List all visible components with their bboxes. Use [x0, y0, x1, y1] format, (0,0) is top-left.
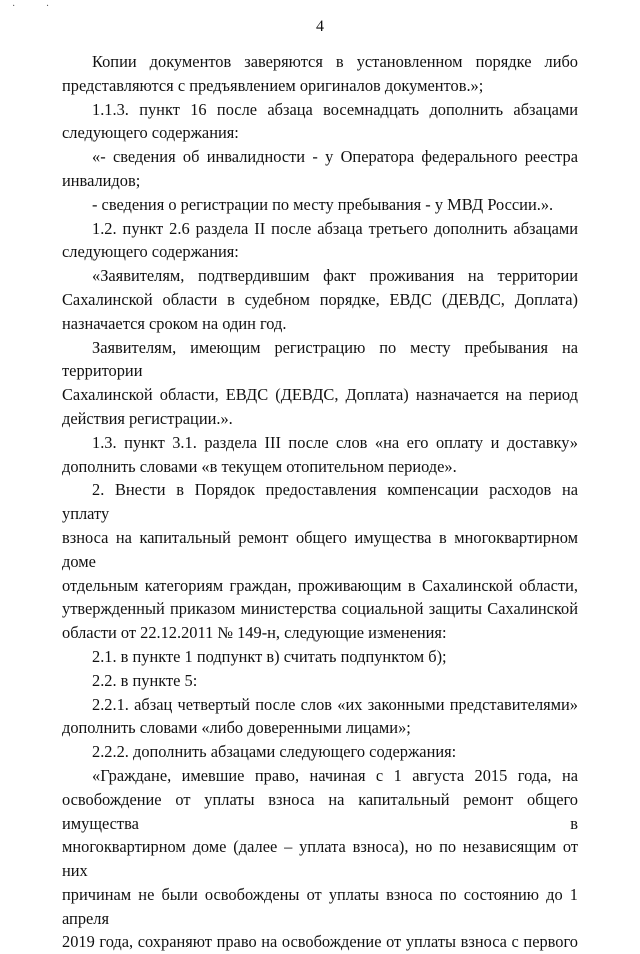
paragraph-line: инвалидов; — [62, 170, 141, 190]
paragraph-line: «Заявителям, подтвердившим факт проживания на территории — [92, 266, 578, 286]
paragraph-line: области от 22.12.2011 № 149-н, следующие изменения: — [62, 623, 447, 643]
paragraph-line: Сахалинской области, ЕВДС (ДЕВДС, Доплата) назначается на период — [62, 385, 578, 405]
paragraph-p7 — [62, 336, 578, 431]
paragraph-p12 — [62, 693, 578, 741]
paragraph-line: взноса на капитальный ремонт общего имущества в многоквартирном доме — [62, 527, 578, 571]
paragraph-line: дополнить словами «в текущем отопительном периоде». — [62, 456, 457, 476]
paragraph-line: отдельным категориям граждан, проживающим в Сахалинской области, — [62, 575, 578, 595]
paragraph-p3 — [62, 145, 578, 193]
page-number: 4 — [316, 18, 324, 35]
paragraph-p2 — [62, 98, 578, 146]
paragraph-line: многоквартирном доме (далее – уплата взноса), но по независящим от них — [62, 837, 578, 881]
paragraph-p1 — [62, 50, 578, 98]
scan-marks: · · — [12, 1, 64, 12]
paragraph-line: 2.2.1. абзац четвертый после слов «их законными представителями» — [92, 694, 578, 714]
paragraph-p11 — [62, 669, 578, 693]
paragraph-line: назначается сроком на один год. — [62, 313, 287, 333]
paragraph-line: 2.2.2. дополнить абзацами следующего содержания: — [92, 742, 457, 762]
paragraph-line: 1.1.3. пункт 16 после абзаца восемнадцать дополнить абзацами — [92, 99, 578, 119]
paragraph-line: 1.2. пункт 2.6 раздела II после абзаца третьего дополнить абзацами — [92, 218, 578, 238]
paragraph-line: «Граждане, имевшие право, начиная с 1 августа 2015 года, на — [92, 765, 578, 785]
document-body — [62, 50, 578, 954]
paragraph-line: представляются с предъявлением оригиналов документов.»; — [62, 75, 484, 95]
paragraph-line: «- сведения об инвалидности - у Оператора федерального реестра — [92, 147, 578, 167]
paragraph-p4 — [62, 193, 578, 217]
paragraph-line: - сведения о регистрации по месту пребывания - у МВД России.». — [92, 194, 554, 214]
paragraph-line: 2.2. в пункте 5: — [92, 670, 198, 690]
paragraph-line: 1.3. пункт 3.1. раздела III после слов «на его оплату и доставку» — [92, 432, 578, 452]
paragraph-line: освобождение от уплаты взноса на капитальный ремонт общего имущества в — [62, 789, 578, 833]
paragraph-line: причинам не были освобождены от уплаты взноса по состоянию до 1 апреля — [62, 884, 578, 928]
paragraph-line: Копии документов заверяются в установленном порядке либо — [92, 52, 578, 71]
paragraph-line: следующего содержания: — [62, 123, 239, 143]
paragraph-line: 2. Внести в Порядок предоставления компенсации расходов на уплату — [62, 480, 578, 524]
paragraph-line: Сахалинской области в судебном порядке, ЕВДС (ДЕВДС, Доплата) — [62, 289, 578, 309]
paragraph-p6 — [62, 264, 578, 335]
paragraph-line: 2.1. в пункте 1 подпункт в) считать подпунктом б); — [92, 646, 447, 666]
paragraph-p10 — [62, 645, 578, 669]
paragraph-p14 — [62, 764, 578, 954]
paragraph-line: дополнить словами «либо доверенными лицами»; — [62, 718, 411, 738]
paragraph-p9 — [62, 478, 578, 645]
paragraph-p13 — [62, 740, 578, 764]
paragraph-line: следующего содержания: — [62, 242, 239, 262]
paragraph-line: утвержденный приказом министерства социальной защиты Сахалинской — [62, 599, 578, 619]
paragraph-p8 — [62, 431, 578, 479]
paragraph-line: действия регистрации.». — [62, 408, 233, 428]
paragraph-line: Заявителям, имеющим регистрацию по месту пребывания на территории — [62, 337, 578, 381]
paragraph-line: 2019 года, сохраняют право на освобождение от уплаты взноса с первого — [62, 932, 578, 952]
paragraph-p5 — [62, 217, 578, 265]
